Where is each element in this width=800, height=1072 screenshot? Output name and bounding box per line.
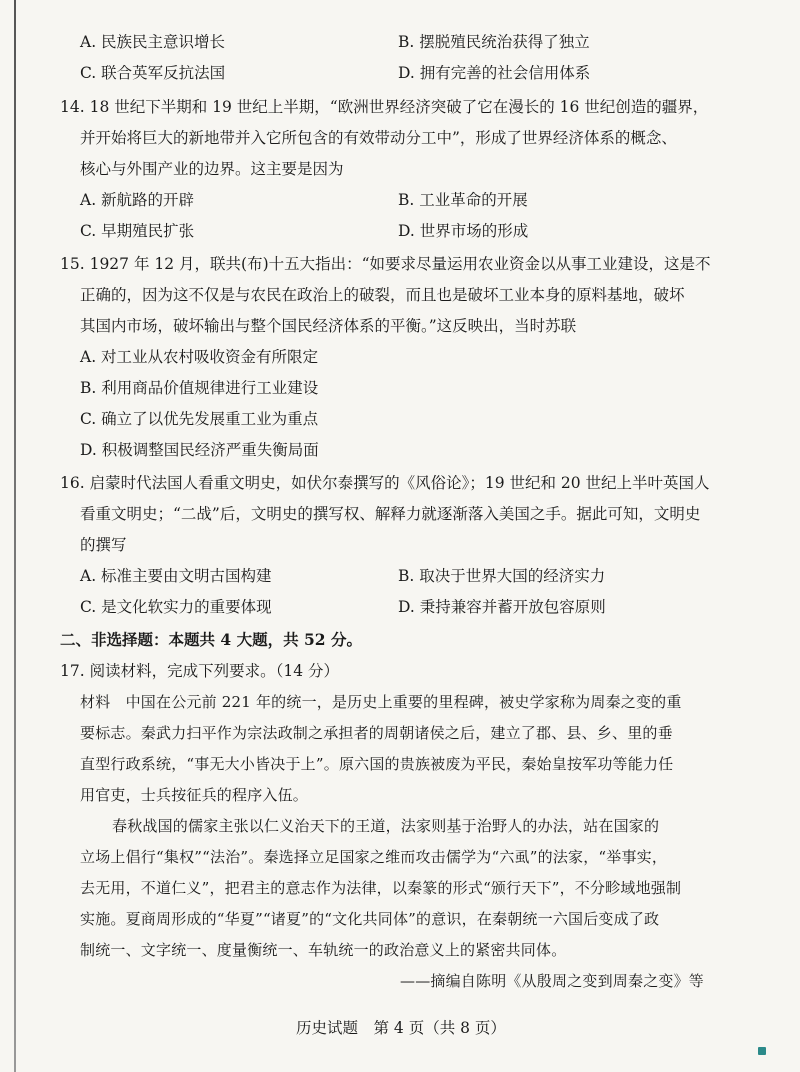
q14-stem-line-3: 核心与外围产业的边界。这主要是因为	[80, 160, 344, 178]
q17-material-p1-line-1: 材料 中国在公元前 221 年的统一，是历史上重要的里程碑，被史学家称为周秦之变的重	[80, 693, 682, 711]
q15-stem-line-2: 正确的，因为这不仅是与农民在政治上的破裂，而且也是破坏工业本身的原料基地，破坏	[80, 286, 685, 304]
q14-option-d: D. 世界市场的形成	[398, 222, 529, 240]
q17-stem: 17. 阅读材料，完成下列要求。（14 分）	[60, 662, 339, 680]
q17-material-p2-line-4: 实施。夏商周形成的“华夏”“诸夏”的“文化共同体”的意识，在秦朝统一六国后变成了政	[80, 910, 660, 928]
q16-option-a: A. 标准主要由文明古国构建	[80, 567, 272, 585]
q15-option-c: C. 确立了以优先发展重工业为重点	[80, 410, 319, 428]
q17-material-p1-line-2: 要标志。秦武力扫平作为宗法政制之承担者的周朝诸侯之后，建立了郡、县、乡、里的垂	[80, 724, 673, 742]
q14-stem-line-2: 并开始将巨大的新地带并入它所包含的有效带动分工中”，形成了世界经济体系的概念、	[80, 129, 677, 147]
q14-option-b: B. 工业革命的开展	[398, 191, 528, 209]
q16-stem-line-2: 看重文明史；“二战”后，文明史的撰写权、解释力就逐渐落入美国之手。据此可知，文明史	[80, 505, 701, 523]
q15-stem-line-1: 15. 1927 年 12 月，联共(布)十五大指出：“如要求尽量运用农业资金以从事工业建设，这是不	[60, 255, 711, 273]
q13-option-a: A. 民族民主意识增长	[80, 33, 226, 51]
q13-option-d: D. 拥有完善的社会信用体系	[398, 64, 591, 82]
q15-option-a: A. 对工业从农村吸收资金有所限定	[80, 348, 319, 366]
q16-stem-line-1: 16. 启蒙时代法国人看重文明史，如伏尔泰撰写的《风俗论》；19 世纪和 20 世纪上半叶英国人	[60, 474, 710, 492]
section-2-title: 二、非选择题：本题共 4 大题，共 52 分。	[60, 630, 362, 649]
q14-stem-line-1: 14. 18 世纪下半期和 19 世纪上半期，“欧洲世界经济突破了它在漫长的 16 世纪创造的疆界，	[60, 98, 709, 116]
q16-stem-line-3: 的撰写	[80, 536, 127, 554]
q15-option-d: D. 积极调整国民经济严重失衡局面	[80, 441, 319, 459]
q17-material-p2-line-1: 春秋战国的儒家主张以仁义治天下的王道，法家则基于治野人的办法，站在国家的	[112, 817, 660, 835]
page-footer: 历史试题 第 4 页（共 8 页）	[296, 1019, 506, 1037]
scanner-watermark	[758, 1046, 792, 1056]
q17-material-p2-line-3: 去无用，不道仁义”，把君主的意志作为法律，以秦篆的形式“颁行天下”，不分畛域地强制	[80, 879, 682, 897]
q13-option-c: C. 联合英军反抗法国	[80, 64, 226, 82]
q14-option-c: C. 早期殖民扩张	[80, 222, 195, 240]
q13-option-b: B. 摆脱殖民统治获得了独立	[398, 33, 590, 51]
q15-option-b: B. 利用商品价值规律进行工业建设	[80, 379, 319, 397]
q14-option-a: A. 新航路的开辟	[80, 191, 195, 209]
q17-material-p1-line-4: 用官吏，士兵按征兵的程序入伍。	[80, 786, 309, 804]
q16-option-b: B. 取决于世界大国的经济实力	[398, 567, 606, 585]
q16-option-d: D. 秉持兼容并蓄开放包容原则	[398, 598, 606, 616]
scanner-logo-icon	[758, 1047, 766, 1055]
q17-source-citation: ——摘编自陈明《从殷周之变到周秦之变》等	[400, 972, 705, 990]
q15-stem-line-3: 其国内市场，破坏输出与整个国民经济体系的平衡。”这反映出，当时苏联	[80, 317, 577, 335]
q17-material-p2-line-2: 立场上倡行“集权”“法治”。秦选择立足国家之维而攻击儒学为“六虱”的法家，“举事实，	[80, 848, 668, 866]
q17-material-p2-line-5: 制统一、文字统一、度量衡统一、车轨统一的政治意义上的紧密共同体。	[80, 941, 567, 959]
q17-material-p1-line-3: 直型行政系统，“事无大小皆决于上”。原六国的贵族被废为平民，秦始皇按军功等能力任	[80, 755, 674, 773]
q16-option-c: C. 是文化软实力的重要体现	[80, 598, 272, 616]
scan-edge-shadow	[14, 0, 16, 1072]
